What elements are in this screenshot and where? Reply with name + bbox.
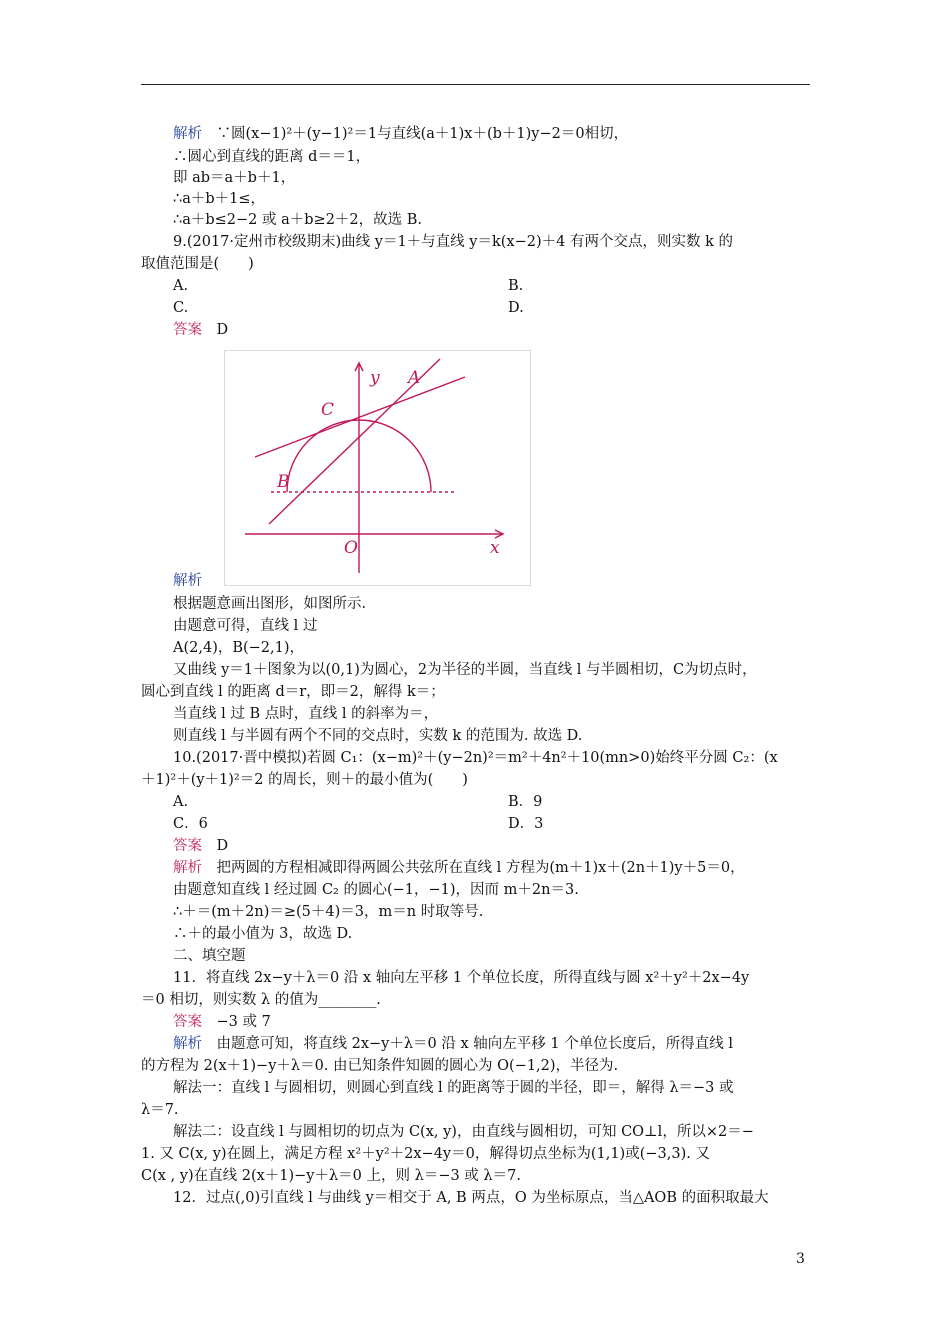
text-line: 的方程为 2(x＋1)−y＋λ＝0. 由已知条件知圆的圆心为 O(−1,2)，半径为. — [141, 1058, 619, 1074]
analysis-line: 解析 — [173, 573, 202, 589]
label-x: x — [490, 538, 500, 558]
section-heading: 二、填空题 — [173, 948, 246, 964]
text-line: λ＝7. — [141, 1102, 179, 1118]
answer-line: 答案 D — [173, 838, 229, 854]
label-A: A — [408, 368, 421, 388]
text-line: 解析 ∵圆(x−1)²＋(y−1)²＝1与直线(a＋1)x＋(b＋1)y−2＝0相切， — [173, 126, 629, 142]
option-a: A. — [173, 794, 189, 810]
text-line: 由题意知直线 l 经过圆 C₂ 的圆心(−1，−1)，因而 m＋2n＝3. — [173, 882, 579, 898]
geometry-figure — [224, 350, 531, 586]
option-c: C．6 — [173, 816, 208, 832]
text-line: 即 ab＝a＋b＋1， — [173, 170, 296, 186]
text-line: ＝0 相切，则实数 λ 的值为________. — [141, 992, 381, 1008]
option-d: D．3 — [508, 816, 544, 832]
analysis-line: 解析 由题意可知，将直线 2x−y＋λ＝0 沿 x 轴向左平移 1 个单位长度后，所得直线 l — [173, 1036, 733, 1052]
page-number: 3 — [796, 1251, 805, 1267]
text-line: 圆心到直线 l 的距离 d＝r，即＝2，解得 k＝； — [141, 684, 445, 700]
label-C: C — [321, 400, 335, 420]
text-line: 当直线 l 过 B 点时，直线 l 的斜率为＝， — [173, 706, 439, 722]
option-b: B. — [508, 278, 524, 294]
text-line: ∴a＋b≤2−2 或 a＋b≥2＋2，故选 B. — [173, 212, 423, 228]
option-a: A. — [173, 278, 189, 294]
text-line: 根据题意画出图形，如图所示. — [173, 596, 367, 612]
text-line: ∴圆心到直线的距离 d＝＝1， — [173, 149, 371, 165]
answer-line: 答案 −3 或 7 — [173, 1014, 271, 1030]
option-c: C. — [173, 300, 189, 316]
header-rule — [141, 84, 810, 85]
label-y: y — [370, 368, 380, 388]
text-line: 则直线 l 与半圆有两个不同的交点时，实数 k 的范围为. 故选 D. — [173, 728, 583, 744]
label-answer: 答案 — [173, 322, 202, 338]
question-12: 12．过点(,0)引直线 l 与曲线 y＝相交于 A, B 两点，O 为坐标原点，当△AOB 的面积取最大 — [173, 1190, 769, 1206]
tangent-line — [255, 377, 465, 457]
text-line: 解法二：设直线 l 与圆相切的切点为 C(x, y)，由直线与圆相切，可知 CO⊥l，所以×2＝− — [173, 1124, 754, 1140]
text-line: 解法一：直线 l 与圆相切，则圆心到直线 l 的距离等于圆的半径，即＝，解得 λ＝−3 或 — [173, 1080, 734, 1096]
text-line: ＋1)²＋(y＋1)²＝2 的周长，则＋的最小值为( ) — [141, 772, 468, 788]
answer-line: 答案 D — [173, 322, 229, 338]
question-9: 9.(2017·定州市校级期末)曲线 y＝1＋与直线 y＝k(x−2)＋4 有两个交点，则实数 k 的 — [173, 234, 733, 250]
text-line: A(2,4)，B(−2,1)， — [173, 640, 305, 656]
figure-svg — [225, 351, 530, 585]
question-10: 10.(2017·晋中模拟)若圆 C₁：(x−m)²＋(y−2n)²＝m²＋4n²＋10(mn>0)始终平分圆 C₂：(x — [173, 750, 778, 766]
label-O: O — [344, 538, 358, 558]
text-line: ∴a＋b＋1≤， — [173, 191, 266, 207]
option-d: D. — [508, 300, 524, 316]
text-line: ∴＋＝(m＋2n)＝≥(5＋4)＝3，m＝n 时取等号. — [173, 904, 484, 920]
text-line: 由题意可得，直线 l 过 — [173, 618, 318, 634]
option-b: B．9 — [508, 794, 543, 810]
question-11: 11．将直线 2x−y＋λ＝0 沿 x 轴向左平移 1 个单位长度，所得直线与圆 x²＋y²＋2x−4y — [173, 970, 750, 986]
text-line: 又曲线 y＝1＋图象为以(0,1)为圆心，2为半径的半圆，当直线 l 与半圆相切，C为切点时， — [173, 662, 757, 678]
text-line: 1. 又 C(x, y)在圆上，满足方程 x²＋y²＋2x−4y＝0，解得切点坐标为(1,1)或(−3,3). 又 — [141, 1146, 710, 1162]
text-line: ∴＋的最小值为 3，故选 D. — [173, 926, 353, 942]
label-analysis: 解析 — [173, 126, 202, 142]
text-line: 取值范围是( ) — [141, 256, 254, 272]
label-B: B — [277, 472, 290, 492]
analysis-line: 解析 把两圆的方程相减即得两圆公共弦所在直线 l 方程为(m＋1)x＋(2n＋1)y＋5＝0， — [173, 860, 745, 876]
text-line: C(x , y)在直线 2(x＋1)−y＋λ＝0 上，则 λ＝−3 或 λ＝7. — [141, 1168, 521, 1184]
